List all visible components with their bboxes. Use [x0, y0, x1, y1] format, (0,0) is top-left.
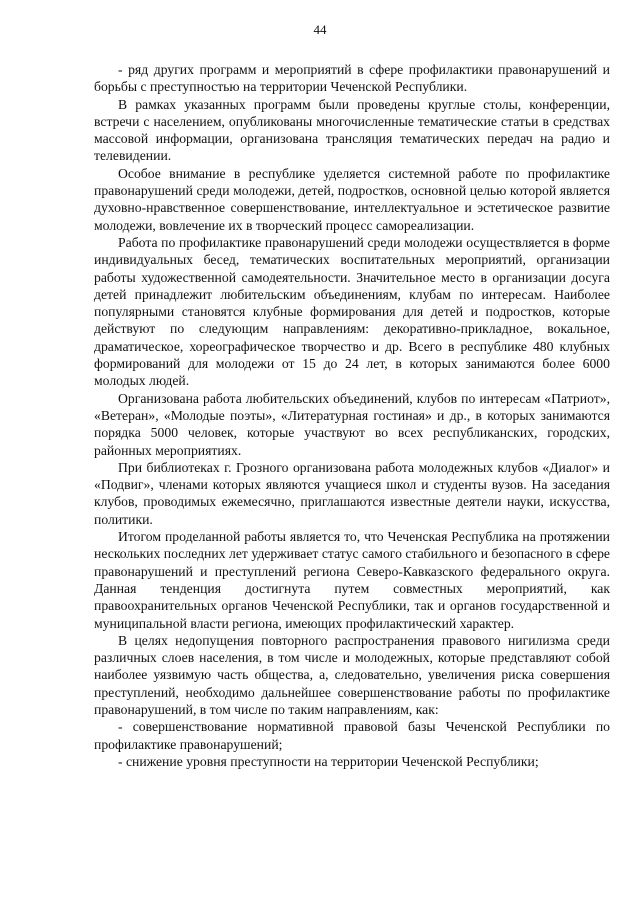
paragraph-results: Итогом проделанной работы является то, что Чеченская Республика на протяжении нескольких последних лет удерживает статус самого стабильного и безопасного в сфере правонарушений и преступлений региона Северо-Кавказского федерального округа. Данная тенденция достигнута путем совместных мероприятий, как правоохранительных органов Чеченской Республики, так и органов государственной и муниципальной власти региона, имеющих профилактический характер.: [94, 529, 610, 631]
paragraph-systemic-work: Особое внимание в республике уделяется системной работе по профилактике правонарушений среди молодежи, детей, подростков, основной целью которой является духовно-нравственное совершенствование, интеллектуальное и эстетическое развитие молодежи, вовлечение их в творческий процесс самореализации.: [94, 165, 610, 233]
paragraph-bullet-crime-reduction: - снижение уровня преступности на территории Чеченской Республики;: [118, 753, 539, 769]
document-body: [94, 61, 610, 770]
page-number: 44: [313, 22, 327, 37]
paragraph-amateur-clubs: Организована работа любительских объединений, клубов по интересам «Патриот», «Ветеран», «Молодые поэты», «Литературная гостиная» и др., в которых занимаются порядка 5000 человек, которые участвуют во всех республиканских, городских, районных мероприятиях.: [94, 390, 610, 458]
paragraph-bullet-other-programs: - ряд других программ и мероприятий в сфере профилактики правонарушений и борьбы с преступностью на территории Чеченской Республики.: [94, 62, 610, 95]
paragraph-youth-prevention: Работа по профилактике правонарушений среди молодежи осуществляется в форме индивидуальных бесед, тематических воспитательных мероприятий, организации работы художественной самодеятельности. Значительное место в организации досуга детей принадлежит любительским объединениям, клубам по интересам. Наиболее популярными становятся клубные формирования для детей и подростков, которые действуют по следующим направлениям: декоративно-прикладное, вокальное, драматическое, хореографическое творчество и др. Всего в республике 480 клубных формирований для молодежи от 15 до 24 лет, в которых занимаются более 6000 молодых людей.: [94, 234, 610, 389]
paragraph-round-tables: В рамках указанных программ были проведены круглые столы, конференции, встречи с населением, опубликованы многочисленные тематические статьи в средствах массовой информации, организована трансляция тематических передач на радио и телевидении.: [94, 96, 610, 164]
paragraph-legal-nihilism: В целях недопущения повторного распространения правового нигилизма среди различных слоев населения, в том числе и молодежных, которые представляют собой наиболее уязвимую часть общества, а, следовательно, увеличения риска совершения преступлений, необходимо дальнейшее совершенствование работы по профилактике правонарушений, в том числе по таким направлениям, как:: [94, 632, 610, 717]
paragraph-library-clubs: При библиотеках г. Грозного организована работа молодежных клубов «Диалог» и «Подвиг», членами которых являются учащиеся школ и студенты вузов. На заседания клубов, проводимых ежемесячно, приглашаются известные деятели науки, искусства, политики.: [94, 459, 610, 527]
paragraph-bullet-legal-base: - совершенствование нормативной правовой базы Чеченской Республики по профилактике правонарушений;: [94, 719, 610, 752]
